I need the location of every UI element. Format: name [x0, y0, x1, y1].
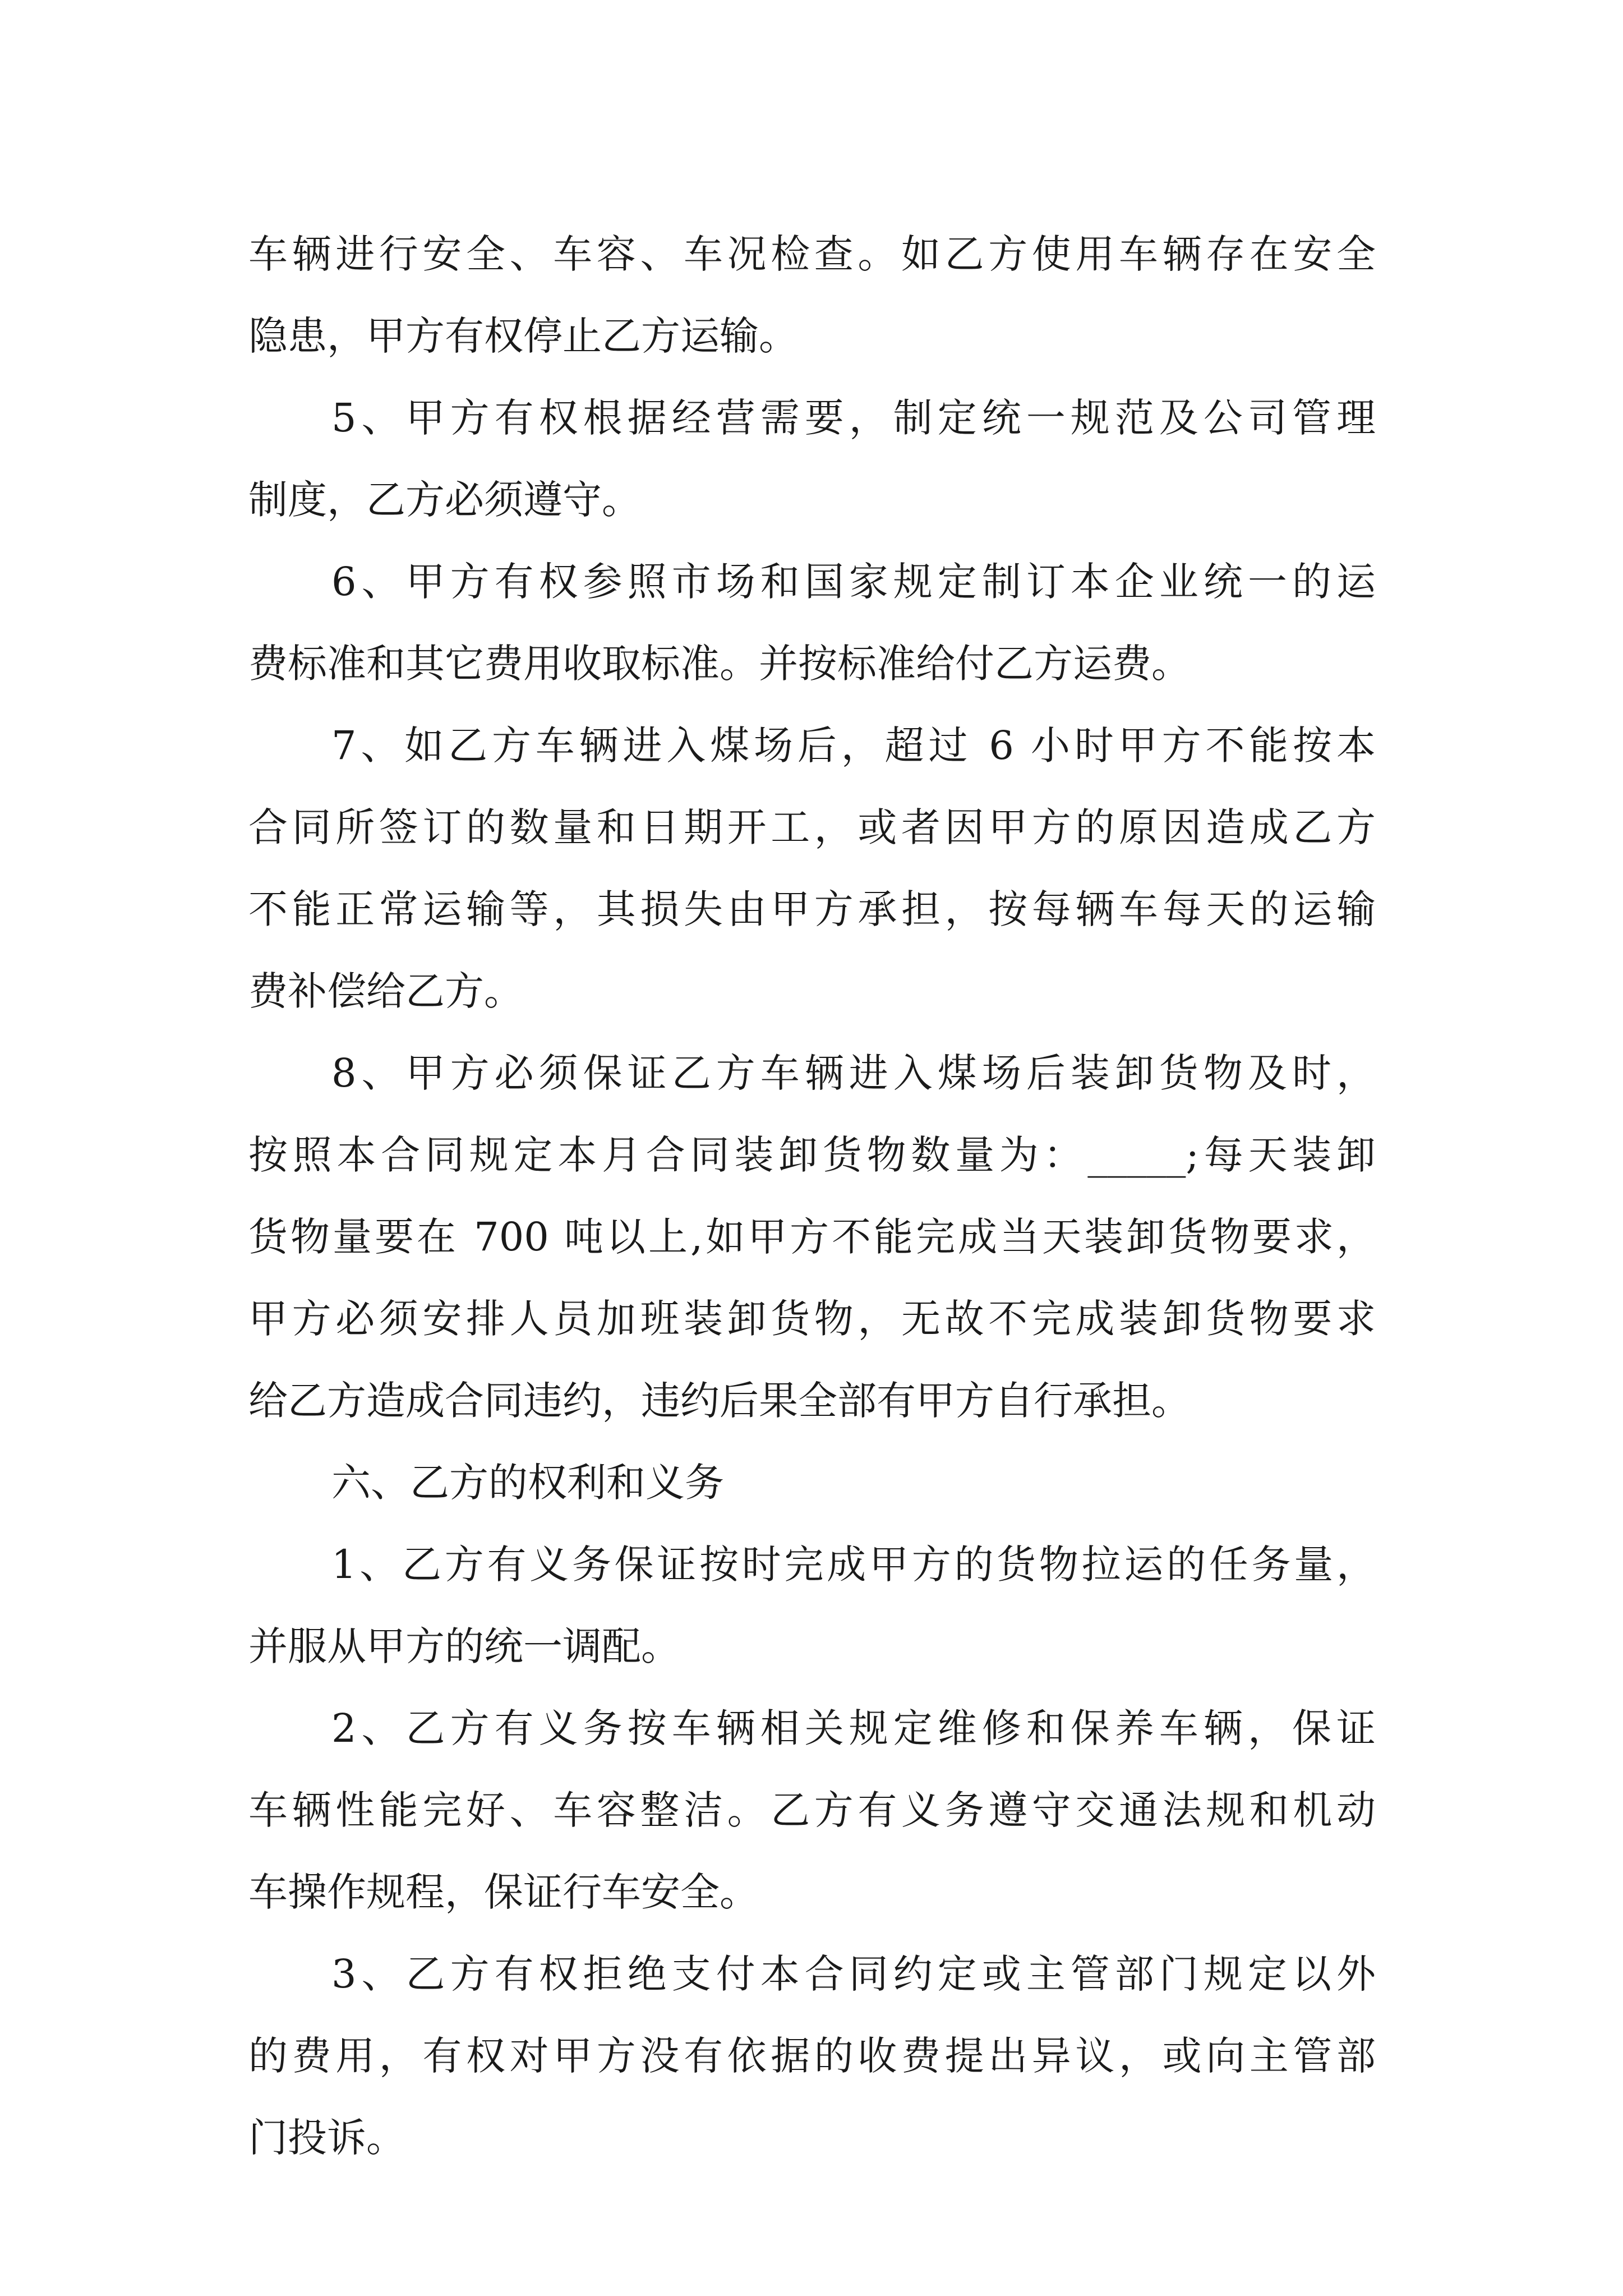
- text-line: 6、甲方有权参照市场和国家规定制订本企业统一的运: [331, 559, 1376, 605]
- text-line: 5、甲方有权根据经营需要，制定统一规范及公司管理: [331, 395, 1376, 441]
- paragraph-item-7: [248, 705, 1376, 1032]
- paragraph-b-item-3: [248, 1933, 1376, 2179]
- text-line: 的费用，有权对甲方没有依据的收费提出异议，或向主管部: [248, 2033, 1376, 2079]
- paragraph-item-6: [248, 541, 1376, 705]
- paragraph-item-8: [248, 1032, 1376, 1442]
- text-line: 货物量要在 700 吨以上,如甲方不能完成当天装卸货物要求，: [248, 1214, 1376, 1260]
- paragraph-b-item-2: [248, 1687, 1376, 1933]
- text-line: 制度，乙方必须遵守。: [248, 477, 641, 523]
- text-line: 不能正常运输等，其损失由甲方承担，按每辆车每天的运输: [248, 886, 1376, 932]
- section-heading: 六、乙方的权利和义务: [331, 1460, 724, 1506]
- text-line: 合同所签订的数量和日期开工，或者因甲方的原因造成乙方: [248, 804, 1376, 850]
- text-line: 门投诉。: [248, 2115, 405, 2161]
- text-line: 费标准和其它费用收取标准。并按标准给付乙方运费。: [248, 641, 1191, 687]
- text-line: 车操作规程，保证行车安全。: [248, 1869, 759, 1915]
- text-line: 8、甲方必须保证乙方车辆进入煤场后装卸货物及时，: [331, 1050, 1376, 1096]
- section-6-heading: [248, 1442, 1376, 1524]
- paragraph-b-item-1: [248, 1524, 1376, 1687]
- text-line: 费补偿给乙方。: [248, 968, 523, 1014]
- document-body: [248, 213, 1376, 2179]
- text-line: 1、乙方有义务保证按时完成甲方的货物拉运的任务量，: [331, 1542, 1376, 1588]
- text-line: 按照本合同规定本月合同装卸货物数量为：_____;每天装卸: [248, 1132, 1376, 1178]
- text-line: 7、如乙方车辆进入煤场后，超过 6 小时甲方不能按本: [331, 723, 1376, 769]
- text-line: 甲方必须安排人员加班装卸货物，无故不完成装卸货物要求: [248, 1296, 1376, 1342]
- text-line: 隐患，甲方有权停止乙方运输。: [248, 313, 798, 359]
- paragraph-vehicle-check: [248, 213, 1376, 377]
- text-line: 2、乙方有义务按车辆相关规定维修和保养车辆，保证: [331, 1705, 1376, 1751]
- paragraph-item-5: [248, 377, 1376, 541]
- text-line: 3、乙方有权拒绝支付本合同约定或主管部门规定以外: [331, 1951, 1376, 1997]
- text-line: 车辆性能完好、车容整洁。乙方有义务遵守交通法规和机动: [248, 1787, 1376, 1833]
- text-line: 并服从甲方的统一调配。: [248, 1623, 680, 1669]
- text-line: 给乙方造成合同违约，违约后果全部有甲方自行承担。: [248, 1378, 1191, 1424]
- text-line: 车辆进行安全、车容、车况检查。如乙方使用车辆存在安全: [248, 231, 1376, 277]
